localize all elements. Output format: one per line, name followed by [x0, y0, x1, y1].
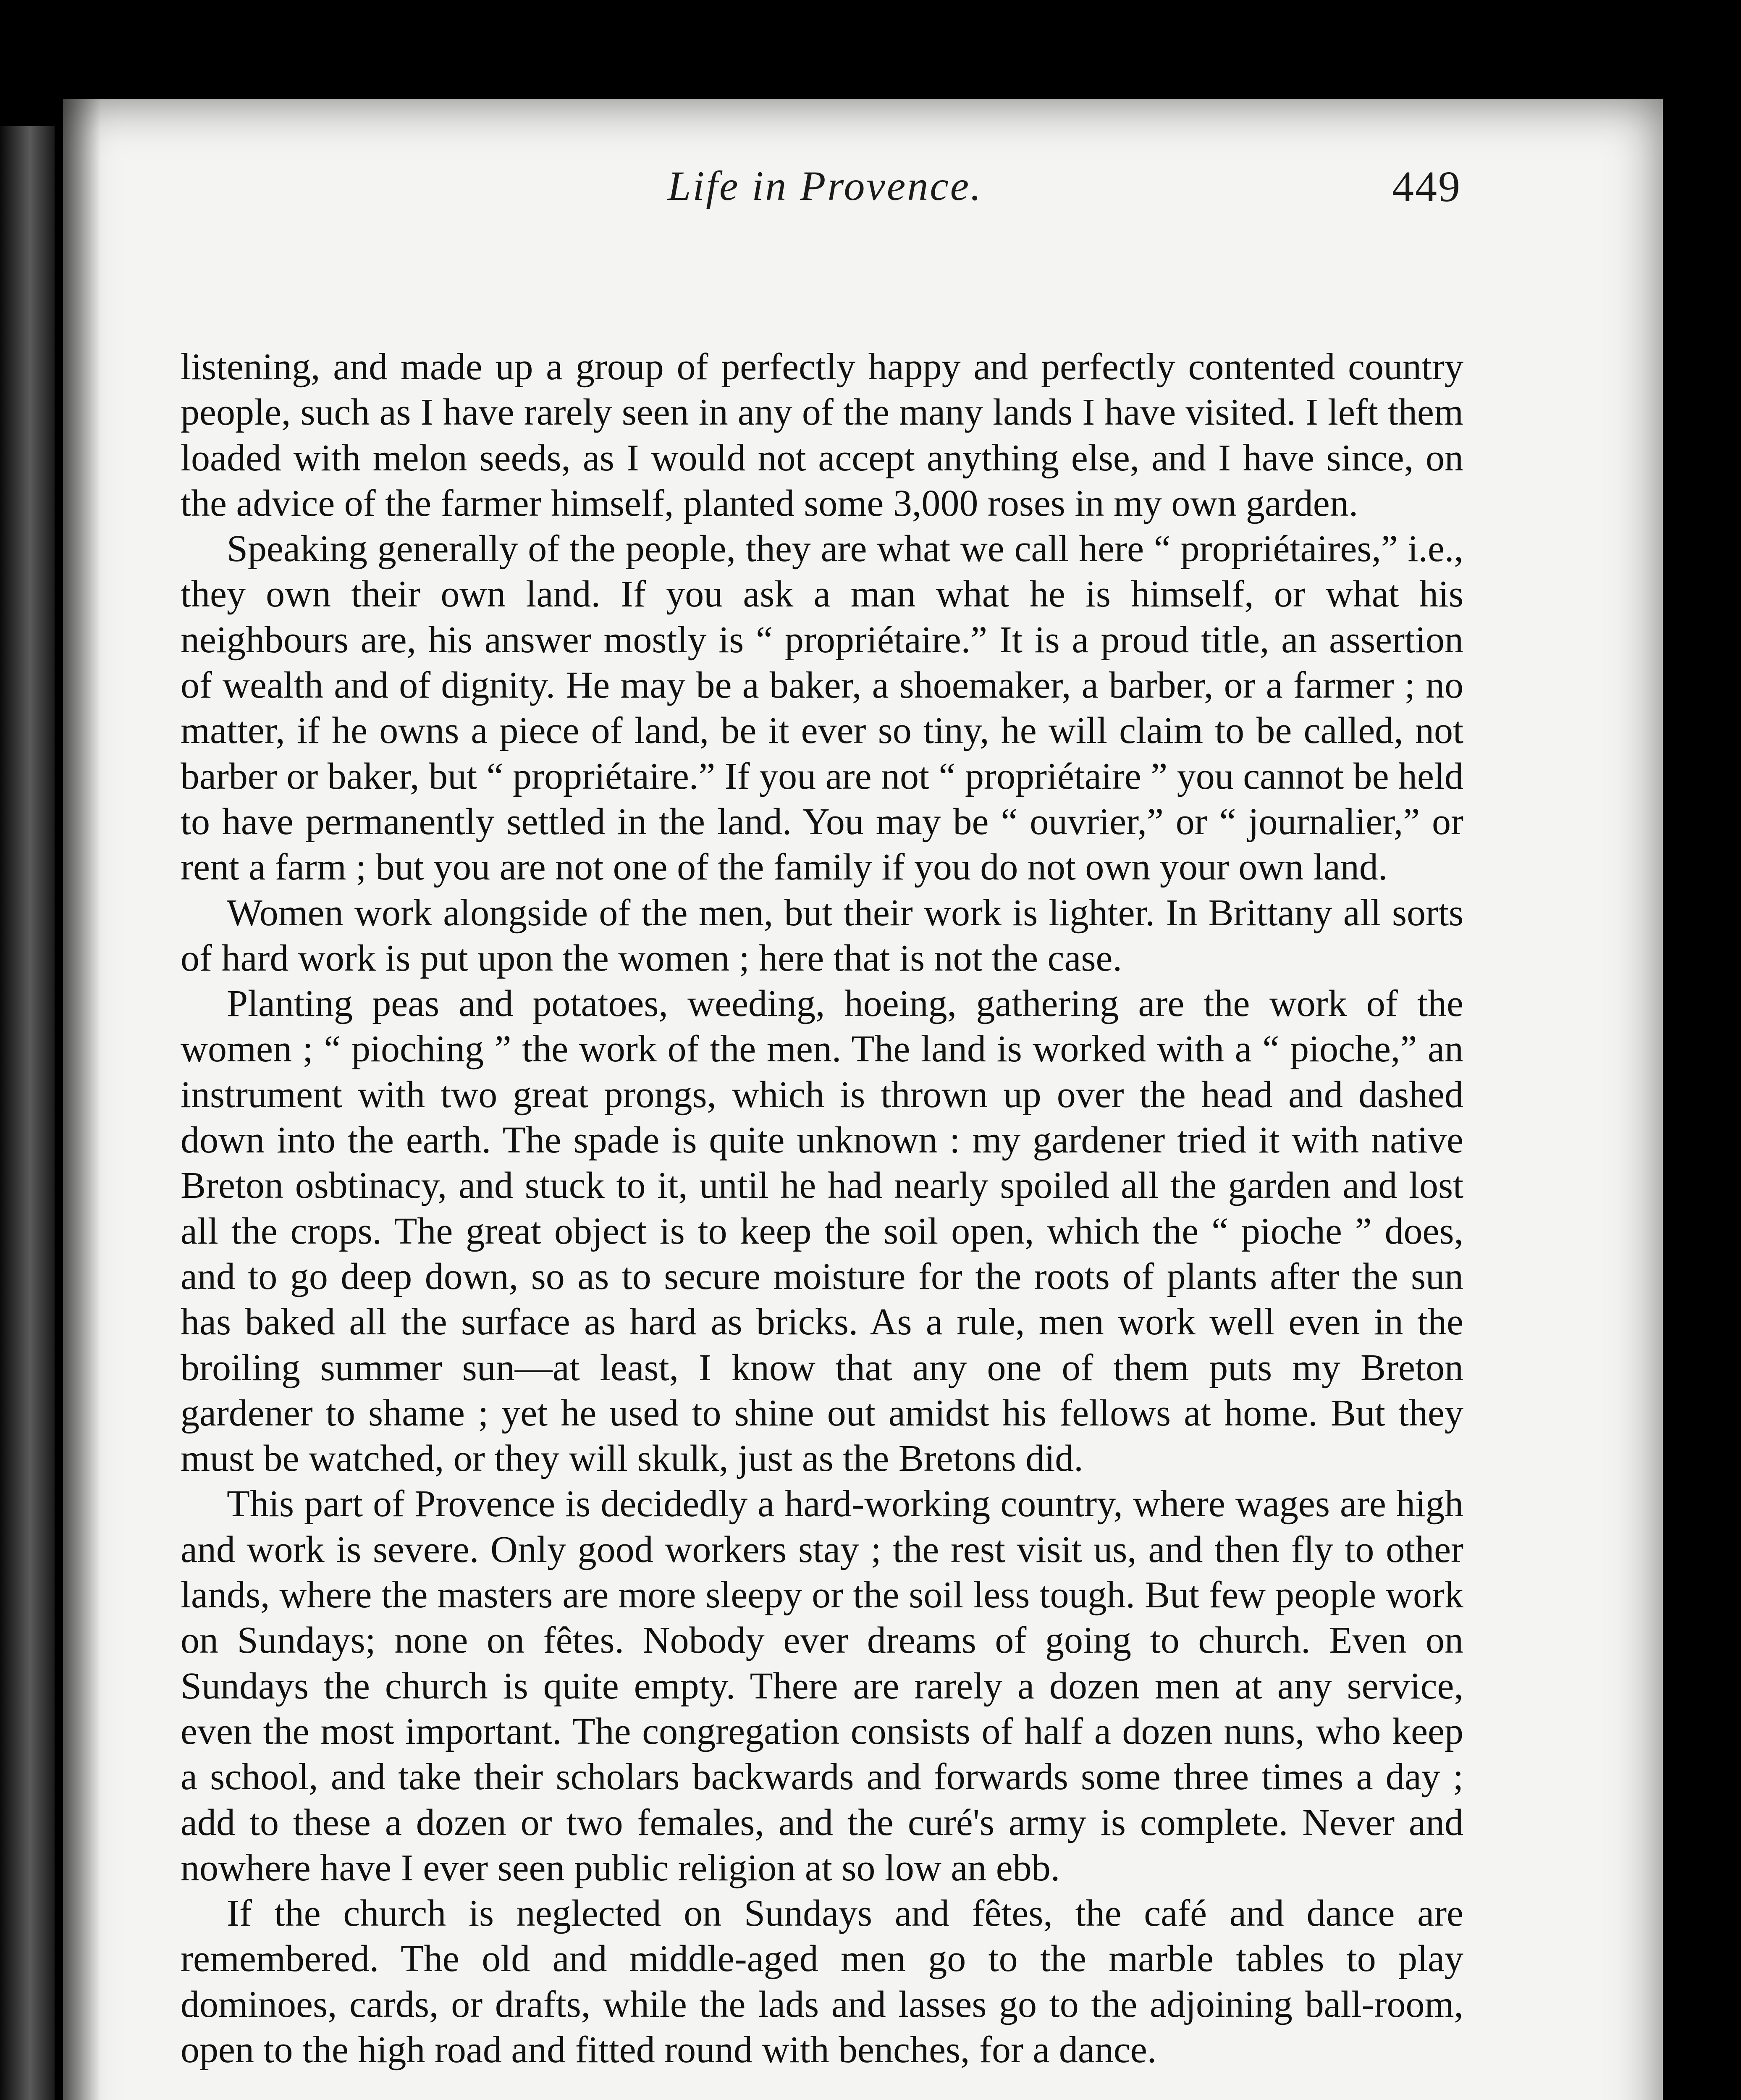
paragraph: If the church is neglected on Sundays and fêtes, the café and dance are remembered. The old and middle-aged men go to the marble tables to play dominoes, cards, or drafts, while the lads and lasses go to the adjoining ball-room, open to the high road and fitted round with benches, for a dance. [181, 1893, 1463, 2071]
paragraph: Planting peas and potatoes, weeding, hoeing, gathering are the work of the women ; “ pioching ” the work of the men. The land is worked with a “ pioche,” an instrument with two great prongs, which is thrown up over the head and dashed down into the earth. The spade is quite unknown : my gardener tried it with native Breton osbtinacy, and stuck to it, until he had nearly spoiled all the garden and lost all the crops. The great object is to keep the soil open, which the “ pioche ” does, and to go deep down, so as to secure moisture for the roots of plants after the sun has baked all the surface as hard as bricks. As a rule, men work well even in the broiling summer sun—at least, I know that any one of them puts my Breton gardener to shame ; yet he used to shine out amidst his fellows at home. But they must be watched, or they will skulk, just as the Bretons did. [181, 983, 1463, 1480]
paragraph: This part of Provence is decidedly a hard-working country, where wages are high and work is severe. Only good workers stay ; the rest visit us, and then fly to other lands, where the masters are more sleepy or the soil less tough. But few people work on Sundays; none on fêtes. Nobody ever dreams of going to church. Even on Sundays the church is quite empty. There are rarely a dozen men at any service, even the most important. The congregation consists of half a dozen nuns, who keep a school, and take their scholars backwards and forwards some three times a day ; add to these a dozen or two females, and the curé's army is complete. Never and nowhere have I ever seen public religion at so low an ebb. [181, 1483, 1463, 1889]
paragraph: listening, and made up a group of perfectly happy and perfectly contented country people, such as I have rarely seen in any of the many lands I have visited. I left them loaded with melon seeds, as I would not accept anything else, and I have since, on the advice of the farmer himself, planted some 3,000 roses in my own garden. [181, 346, 1463, 524]
page-number: 449 [1392, 163, 1461, 211]
body-text [181, 344, 1463, 2073]
paragraph: Women work alongside of the men, but their work is lighter. In Brittany all sorts of hard work is put upon the women ; here that is not the case. [181, 892, 1463, 979]
paragraph: Speaking generally of the people, they are what we call here “ propriétaires,” i.e., they own their own land. If you ask a man what he is himself, or what his neighbours are, his answer mostly is “ propriétaire.” It is a proud title, an assertion of wealth and of dignity. He may be a baker, a shoemaker, a barber, or a farmer ; no matter, if he owns a piece of land, be it ever so tiny, he will claim to be called, not barber or baker, but “ propriétaire.” If you are not “ propriétaire ” you cannot be held to have permanently settled in the land. You may be “ ouvrier,” or “ journalier,” or rent a farm ; but you are not one of the family if you do not own your own land. [181, 528, 1463, 888]
previous-page-edge [0, 126, 55, 2100]
running-head [189, 162, 1461, 229]
running-title: Life in Provence. [667, 163, 983, 209]
